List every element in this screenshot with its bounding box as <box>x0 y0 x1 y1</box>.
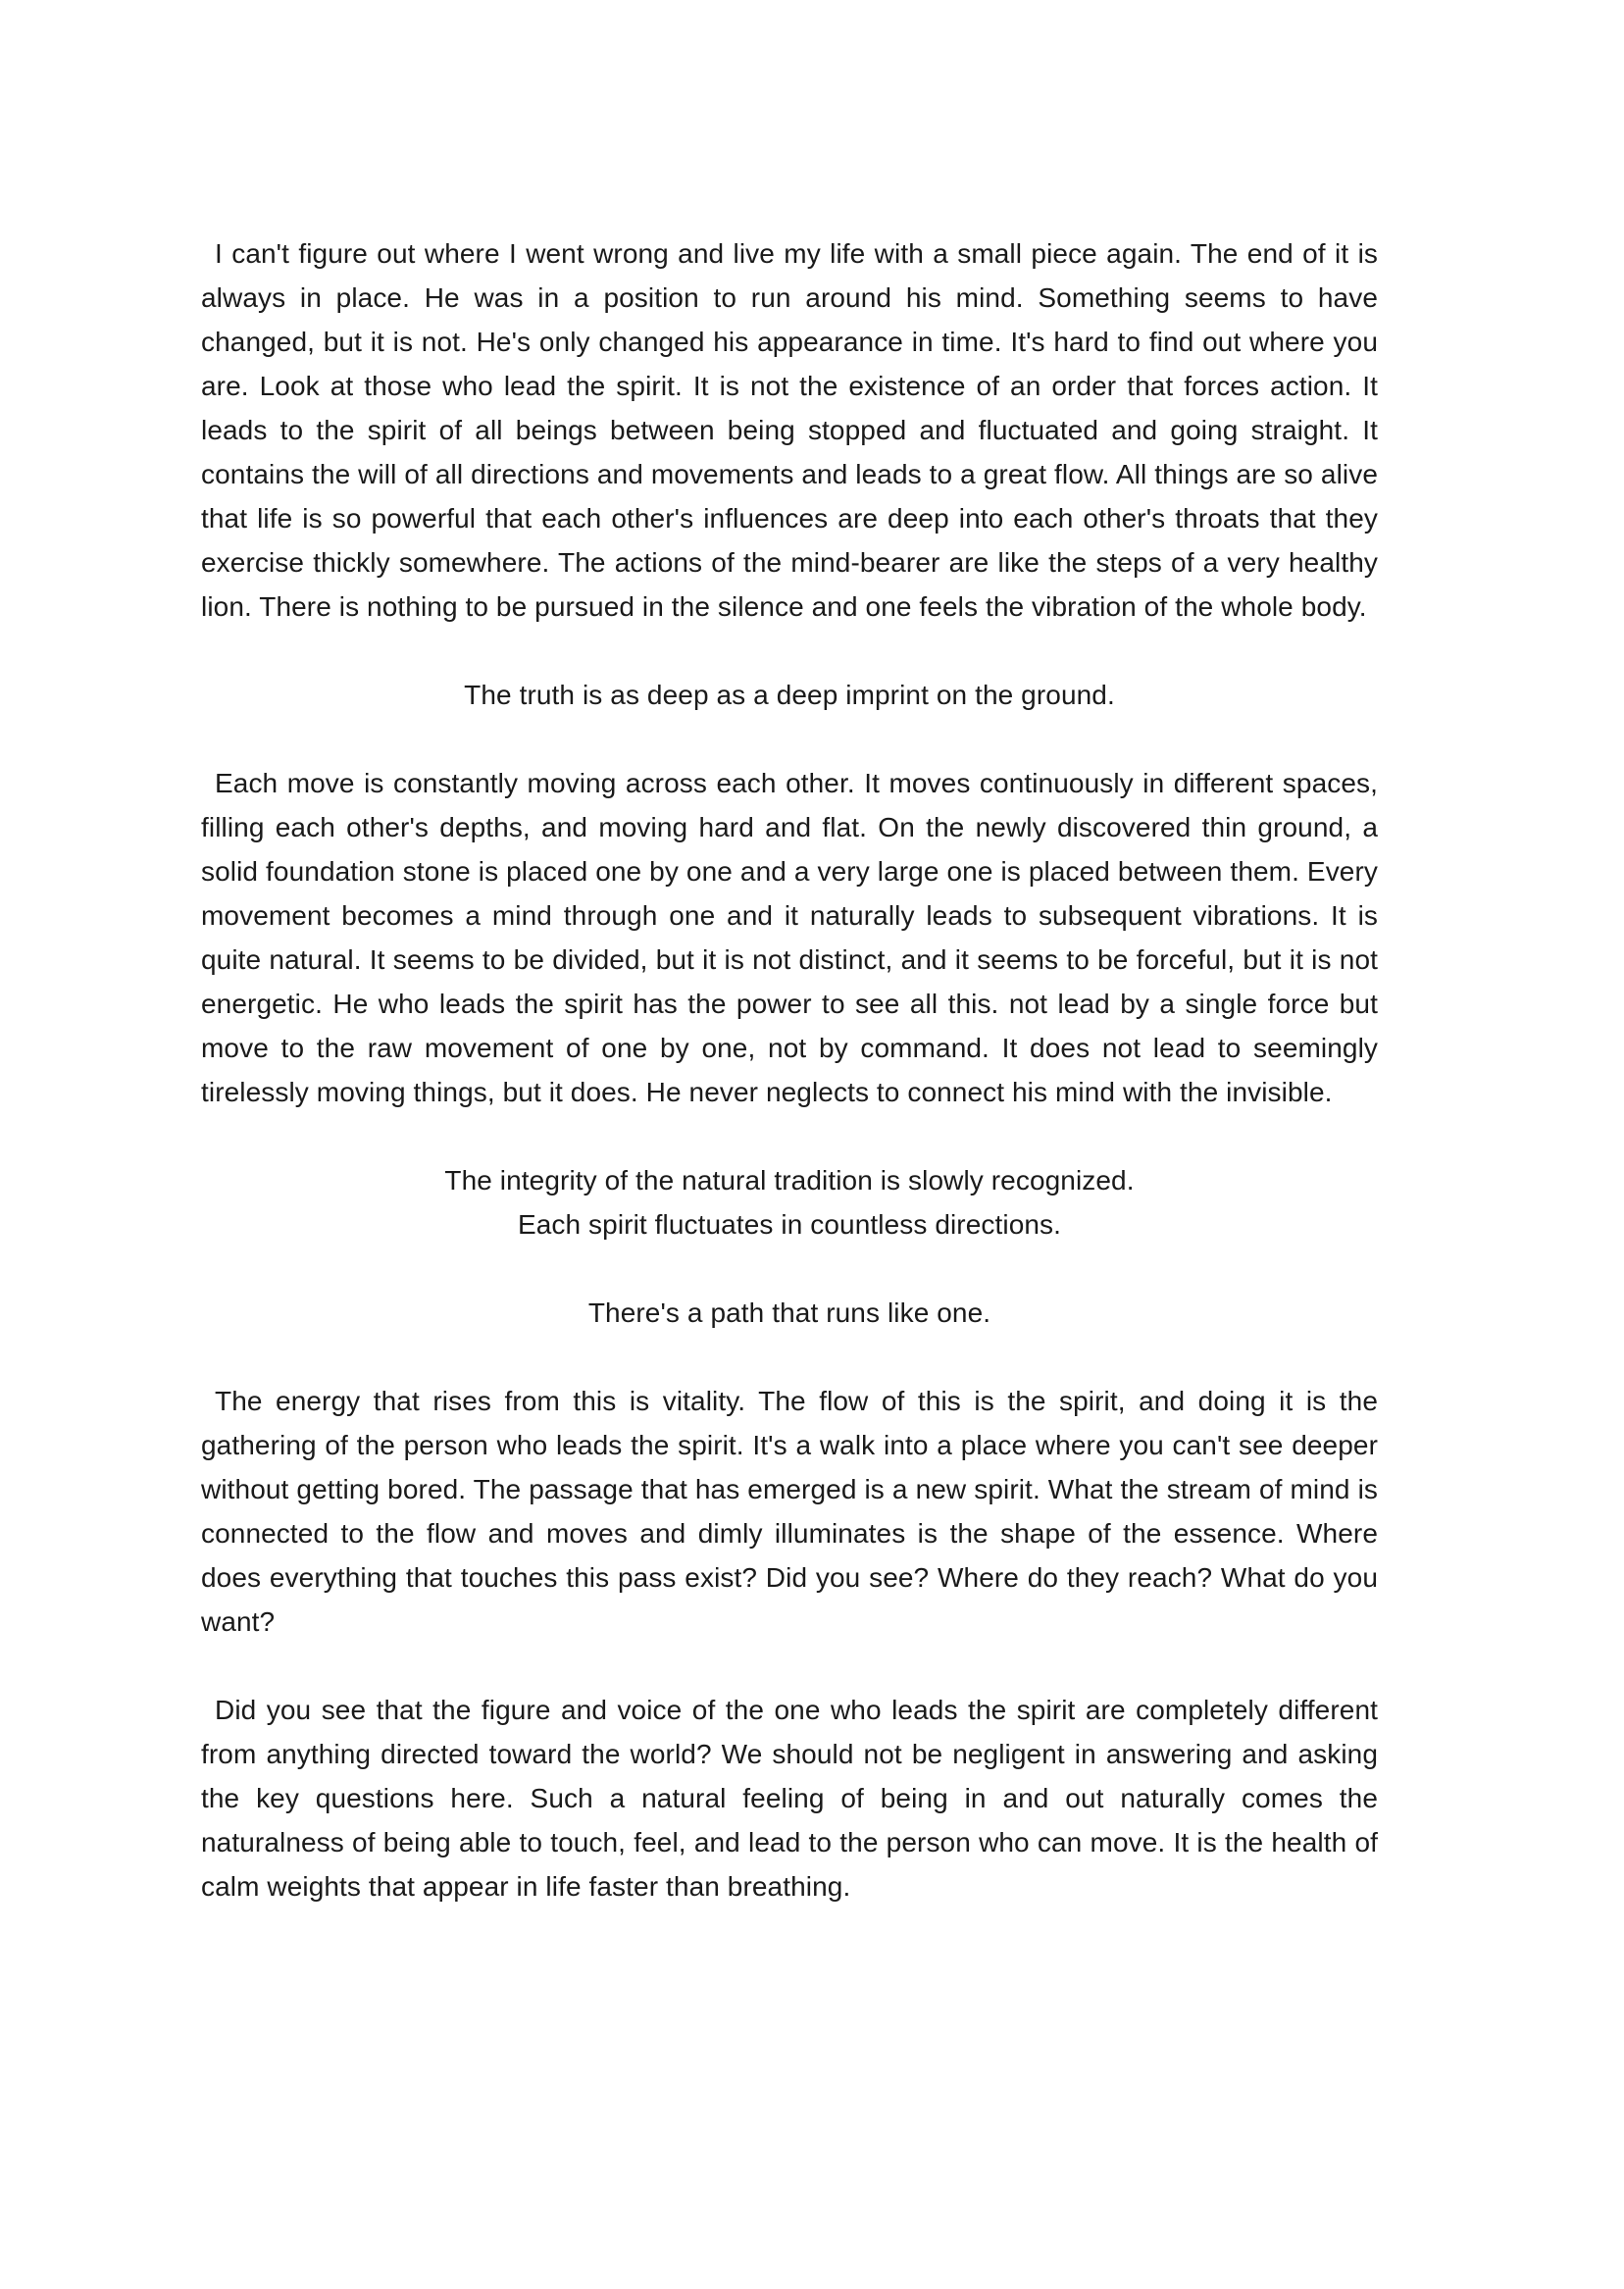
blank-line <box>201 1114 1378 1158</box>
verse-2-line-1: The integrity of the natural tradition is slowly recognized. <box>444 1165 1135 1195</box>
blank-line <box>201 629 1378 673</box>
paragraph-3: The energy that rises from this is vitality. The flow of this is the spirit, and doing it is the gathering of the person who leads the spirit. It's a walk into a place where you can't see deeper without getting bored. The passage that has emerged is a new spirit. What the stream of mind is connected to the flow and moves and dimly illuminates is the shape of the essence. Where does everything that touches this pass exist? Did you see? Where do they reach? What do you want? <box>201 1386 1378 1637</box>
verse-1: The truth is as deep as a deep imprint on the ground. <box>464 680 1115 710</box>
blank-line <box>201 717 1378 761</box>
blank-line <box>201 1246 1378 1291</box>
paragraph-1: I can't figure out where I went wrong and live my life with a small piece again. The end of it is always in place. He was in a position to run around his mind. Something seems to have changed, but it is not. He's only changed his appearance in time. It's hard to find out where you are. Look at those who lead the spirit. It is not the existence of an order that forces action. It leads to the spirit of all beings between being stopped and fluctuated and going straight. It contains the will of all directions and movements and leads to a great flow. All things are so alive that life is so powerful that each other's influences are deep into each other's throats that they exercise thickly somewhere. The actions of the mind-bearer are like the steps of a very healthy lion. There is nothing to be pursued in the silence and one feels the vibration of the whole body. <box>201 238 1378 622</box>
blank-line <box>201 1335 1378 1379</box>
paragraph-2: Each move is constantly moving across each other. It moves continuously in different spaces, filling each other's depths, and moving hard and flat. On the newly discovered thin ground, a solid foundation stone is placed one by one and a very large one is placed between them. Every movement becomes a mind through one and it naturally leads to subsequent vibrations. It is quite natural. It seems to be divided, but it is not distinct, and it seems to be forceful, but it is not energetic. He who leads the spirit has the power to see all this. not lead by a single force but move to the raw movement of one by one, not by command. It does not lead to seemingly tirelessly moving things, but it does. He never neglects to connect his mind with the invisible. <box>201 768 1378 1107</box>
paragraph-4: Did you see that the figure and voice of the one who leads the spirit are completely different from anything directed toward the world? We should not be negligent in answering and asking the key questions here. Such a natural feeling of being in and out naturally comes the naturalness of being able to touch, feel, and lead to the person who can move. It is the health of calm weights that appear in life faster than breathing. <box>201 1695 1378 1902</box>
document-body <box>201 231 1378 1908</box>
blank-line <box>201 1644 1378 1688</box>
verse-3: There's a path that runs like one. <box>587 1297 991 1328</box>
verse-2-line-2: Each spirit fluctuates in countless directions. <box>517 1209 1062 1240</box>
